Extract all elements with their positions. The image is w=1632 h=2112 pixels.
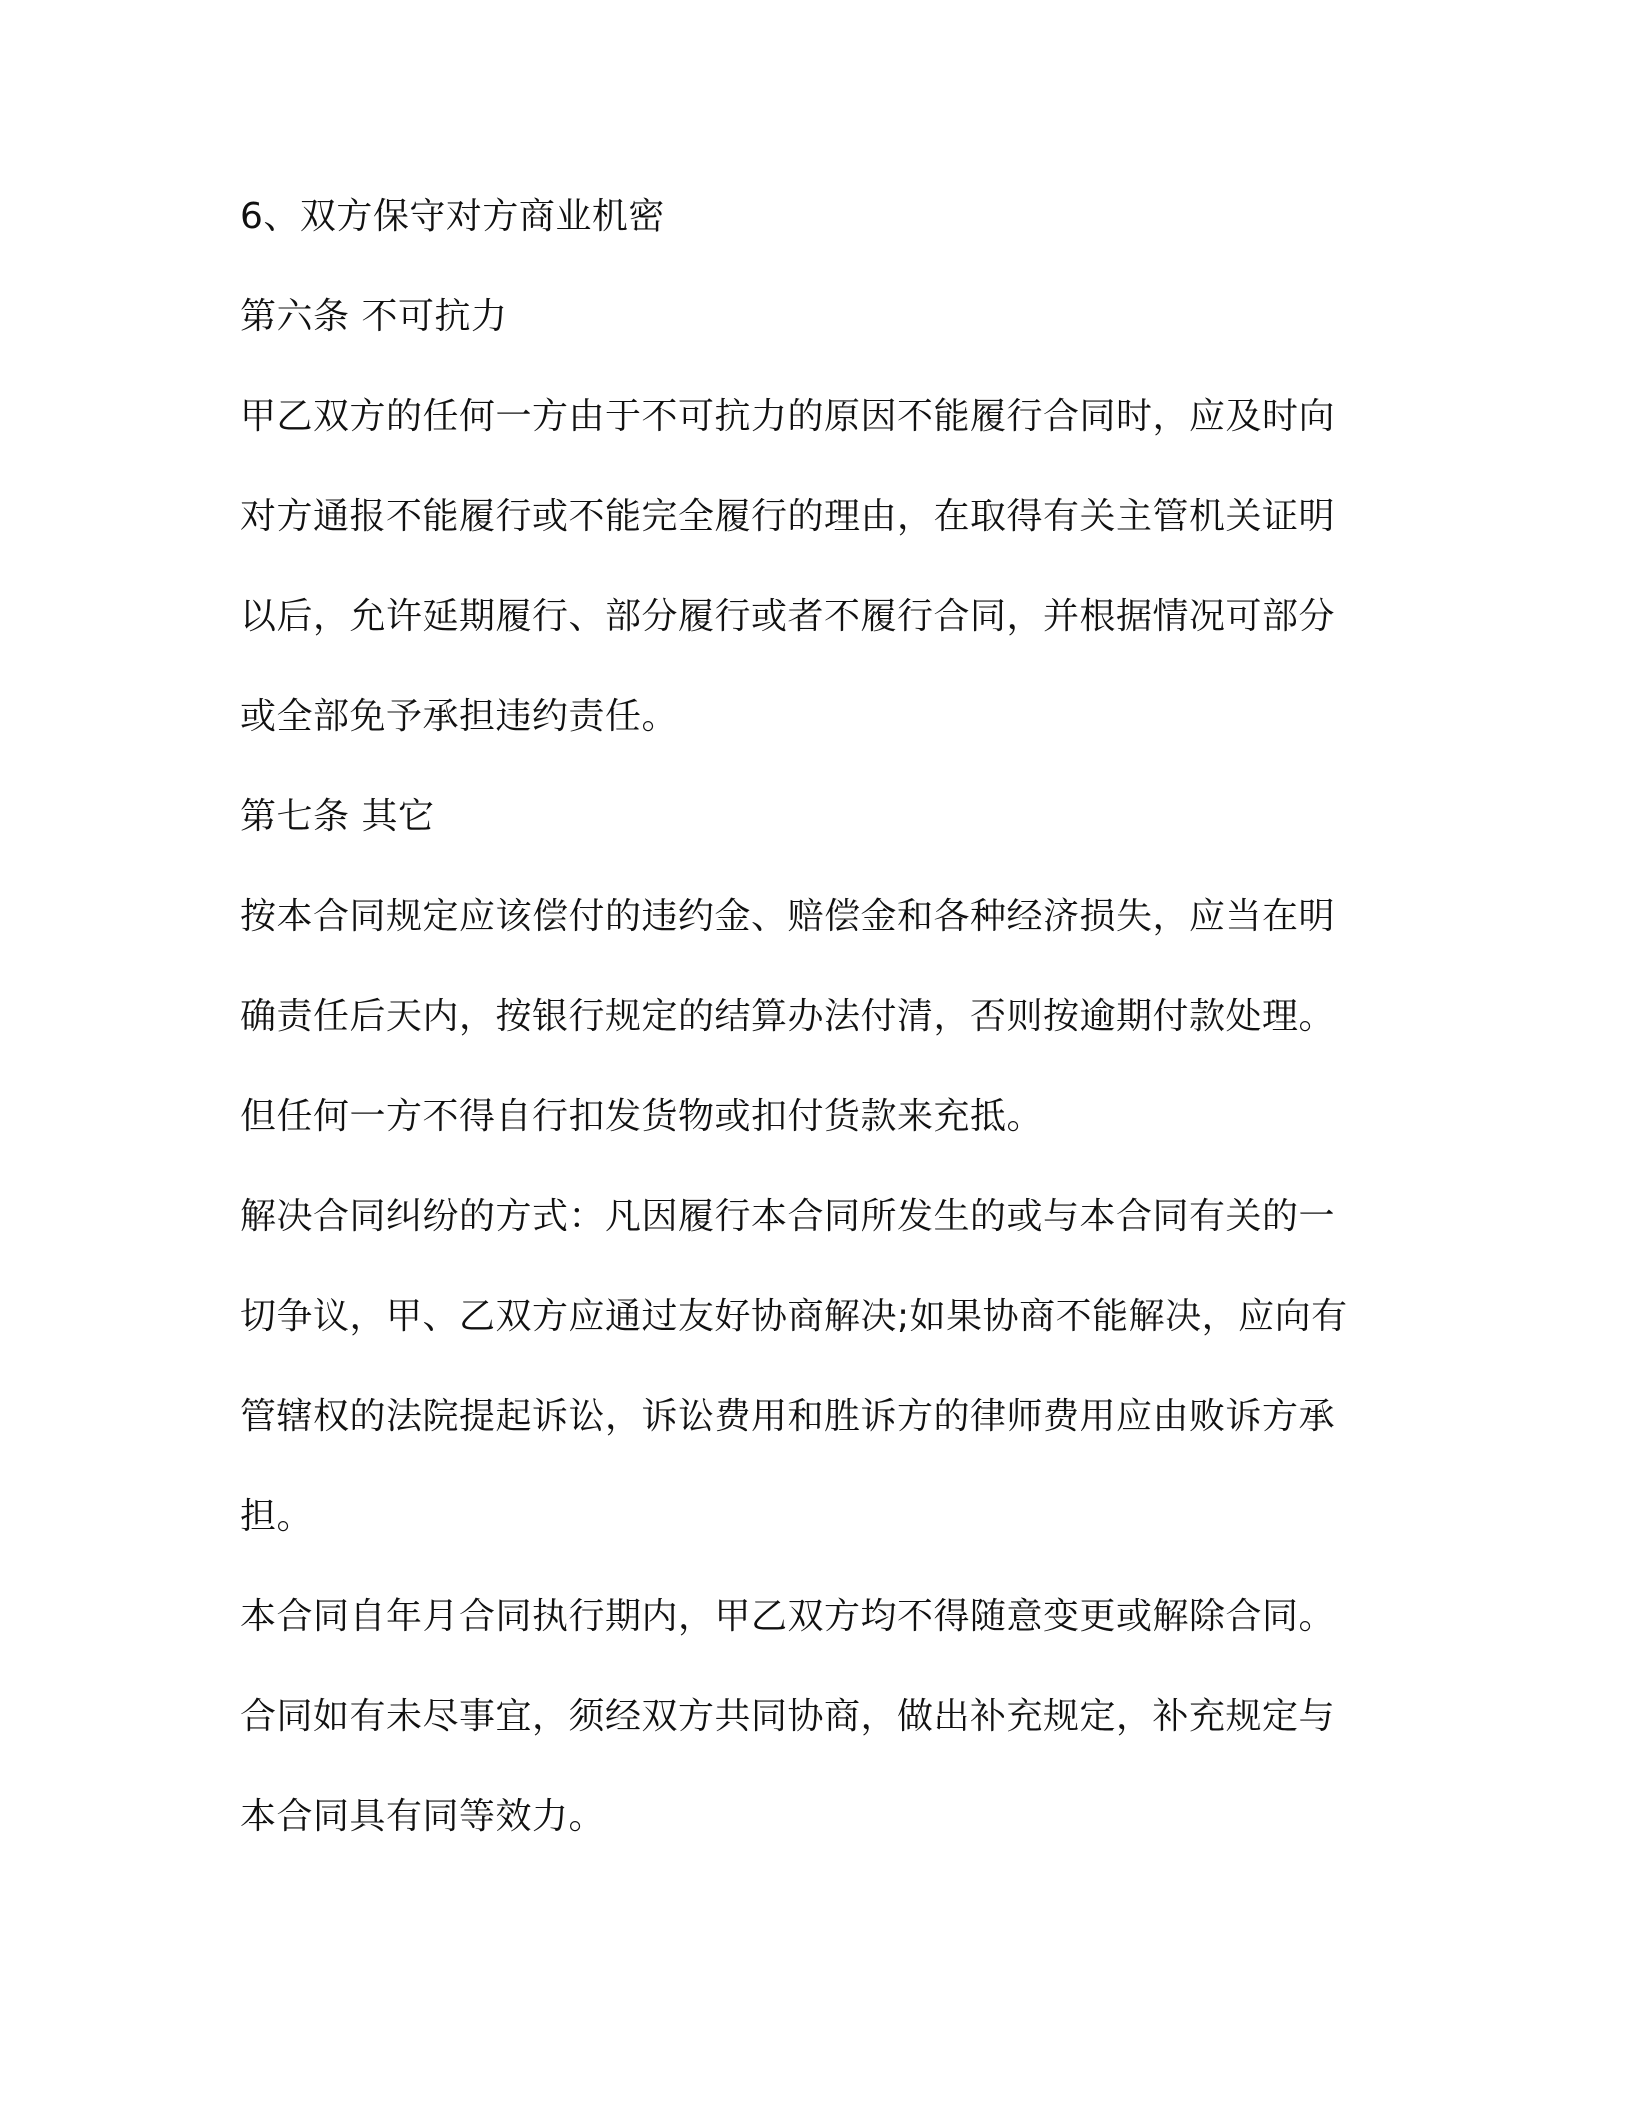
force-majeure-line-2: 对方通报不能履行或不能完全履行的理由，在取得有关主管机关证明 [240, 496, 1336, 537]
article-7-heading: 第七条 其它 [240, 796, 435, 837]
dispute-line-1: 解决合同纠纷的方式：凡因履行本合同所发生的或与本合同有关的一 [240, 1196, 1336, 1237]
penalty-line-1: 按本合同规定应该偿付的违约金、赔偿金和各种经济损失，应当在明 [240, 896, 1336, 937]
force-majeure-line-3: 以后，允许延期履行、部分履行或者不履行合同，并根据情况可部分 [240, 596, 1336, 637]
dispute-line-2: 切争议，甲、乙双方应通过友好协商解决;如果协商不能解决，应向有 [240, 1296, 1348, 1337]
dispute-line-3: 管辖权的法院提起诉讼，诉讼费用和胜诉方的律师费用应由败诉方承 [240, 1396, 1336, 1437]
supplement-line-1: 合同如有未尽事宜，须经双方共同协商，做出补充规定，补充规定与 [240, 1696, 1336, 1737]
dispute-line-4: 担。 [240, 1496, 314, 1537]
supplement-line-2: 本合同具有同等效力。 [240, 1796, 606, 1837]
clause-6-confidentiality: 6、双方保守对方商业机密 [240, 196, 665, 237]
term-line: 本合同自年月合同执行期内，甲乙双方均不得随意变更或解除合同。 [240, 1596, 1336, 1637]
article-6-heading: 第六条 不可抗力 [240, 296, 508, 337]
penalty-line-2: 确责任后天内，按银行规定的结算办法付清，否则按逾期付款处理。 [240, 996, 1336, 1037]
force-majeure-line-4: 或全部免予承担违约责任。 [240, 696, 679, 737]
force-majeure-line-1: 甲乙双方的任何一方由于不可抗力的原因不能履行合同时，应及时向 [240, 396, 1336, 437]
penalty-line-3: 但任何一方不得自行扣发货物或扣付货款来充抵。 [240, 1096, 1044, 1137]
